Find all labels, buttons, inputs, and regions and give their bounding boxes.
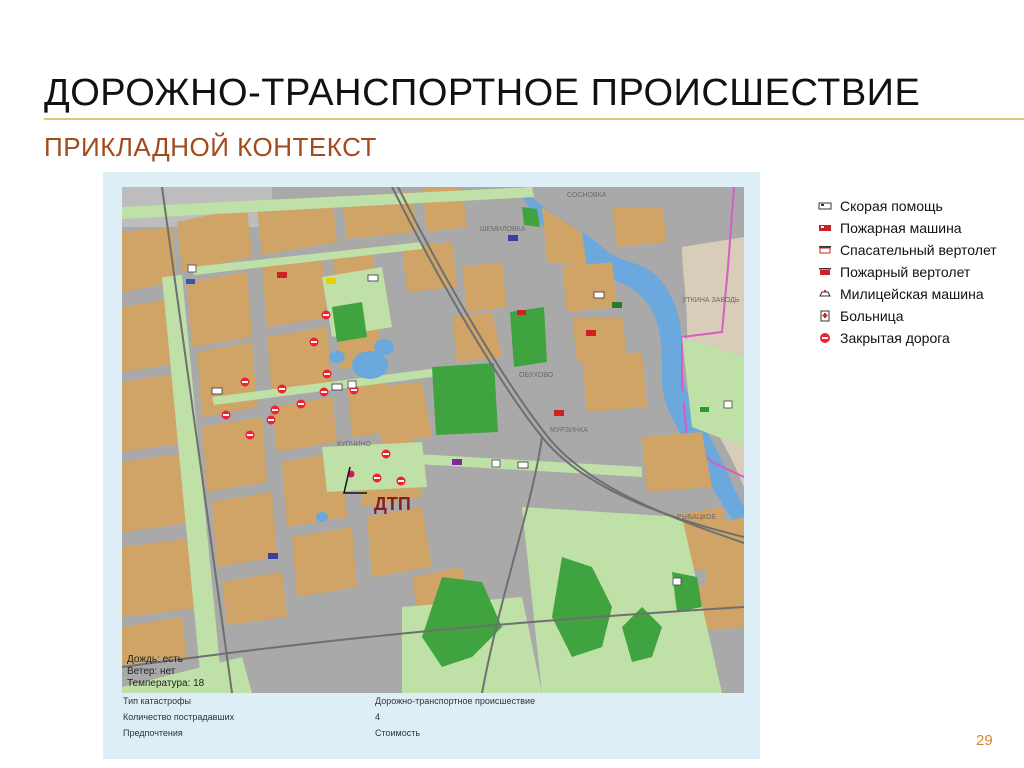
closed-road-icon xyxy=(320,388,329,397)
closed-road-icon xyxy=(246,431,255,440)
closed-road-icon xyxy=(323,370,332,379)
map-panel xyxy=(103,172,760,759)
legend-label: Пожарная машина xyxy=(840,220,962,236)
hospital-icon xyxy=(492,460,500,467)
closed-road-icon xyxy=(297,400,306,409)
place-label: ШЕМИЛОВКА xyxy=(480,226,526,233)
ambulance-icon xyxy=(368,275,378,281)
fire-truck-icon xyxy=(277,272,287,278)
fire-truck-icon xyxy=(818,222,832,234)
closed-road-icon xyxy=(222,411,231,420)
ambulance-icon xyxy=(518,462,528,468)
info-value: Дорожно-транспортное происшествие xyxy=(375,696,536,706)
police-car-icon xyxy=(700,407,709,412)
legend-label: Закрытая дорога xyxy=(840,330,950,346)
closed-road-icon xyxy=(322,311,331,320)
closed-road-icon xyxy=(382,450,391,459)
legend-item-ambulance xyxy=(818,195,997,217)
police-car-icon xyxy=(818,288,832,300)
ambulance-icon xyxy=(326,278,336,284)
place-label: СОСНОВКА xyxy=(567,192,607,199)
info-key: Предпочтения xyxy=(123,728,183,738)
place-label: УТКИНА ЗАВОДЬ xyxy=(682,297,740,304)
ambulance-icon xyxy=(212,388,222,394)
legend-label: Спасательный вертолет xyxy=(840,242,997,258)
rescue-helicopter-icon xyxy=(818,244,832,256)
page-title: ДОРОЖНО-ТРАНСПОРТНОЕ ПРОИСШЕСТВИЕ xyxy=(44,72,921,114)
closed-road-icon xyxy=(267,416,276,425)
legend-item-fire-helicopter xyxy=(818,261,997,283)
hospital-icon xyxy=(818,310,832,322)
legend-item-fire-truck xyxy=(818,217,997,239)
hospital-icon xyxy=(348,381,356,388)
info-row xyxy=(123,696,743,712)
place-label: КУПЧИНО xyxy=(337,441,371,448)
place-label: ОБУХОВО xyxy=(519,372,554,379)
page-subtitle: ПРИКЛАДНОЙ КОНТЕКСТ xyxy=(44,132,377,162)
legend-item-police-car xyxy=(818,283,997,305)
fire-helicopter-icon xyxy=(818,266,832,278)
fire-helicopter-icon xyxy=(554,410,564,416)
police-car-icon xyxy=(186,279,195,284)
info-key: Тип катастрофы xyxy=(123,696,191,706)
hospital-icon xyxy=(673,578,681,585)
legend-label: Больница xyxy=(840,308,904,324)
map-legend xyxy=(818,195,997,349)
hospital-icon xyxy=(188,265,196,272)
closed-road-icon xyxy=(373,474,382,483)
police-car-icon xyxy=(517,310,526,315)
info-value: Стоимость xyxy=(375,728,421,738)
closed-road-icon xyxy=(310,338,319,347)
title-divider xyxy=(44,118,1024,120)
place-label: МУРЗИНКА xyxy=(550,427,588,434)
weather-wind: Ветер: нет xyxy=(127,666,176,677)
legend-label: Скорая помощь xyxy=(840,198,943,214)
legend-label: Пожарный вертолет xyxy=(840,264,971,280)
ambulance-icon xyxy=(594,292,604,298)
fire-truck-icon xyxy=(268,553,278,559)
closed-road-icon xyxy=(397,477,406,486)
closed-road-icon xyxy=(241,378,250,387)
fire-truck-icon xyxy=(612,302,622,308)
legend-item-rescue-helicopter xyxy=(818,239,997,261)
ambulance-icon xyxy=(332,384,342,390)
fire-truck-icon xyxy=(452,459,462,465)
fire-truck-icon xyxy=(508,235,518,241)
place-label: РЫБАЦКОЕ xyxy=(677,514,717,521)
incident-label: ДТП xyxy=(374,494,411,514)
closed-road-icon xyxy=(818,332,832,344)
ambulance-icon xyxy=(818,200,832,212)
closed-road-icon xyxy=(271,406,280,415)
weather-rain: Дождь: есть xyxy=(127,654,183,665)
info-row xyxy=(123,712,743,728)
hospital-icon xyxy=(724,401,732,408)
page-number: 29 xyxy=(976,732,993,749)
weather-panel xyxy=(127,654,204,690)
info-key: Количество пострадавших xyxy=(123,712,235,722)
legend-item-hospital xyxy=(818,305,997,327)
info-value: 4 xyxy=(375,712,381,722)
incident-info-table xyxy=(123,696,743,744)
fire-truck-icon xyxy=(586,330,596,336)
info-row xyxy=(123,728,743,744)
legend-item-closed-road xyxy=(818,327,997,349)
closed-road-icon xyxy=(278,385,287,394)
city-map[interactable] xyxy=(122,187,744,693)
weather-temperature: Температура: 18 xyxy=(127,678,205,689)
legend-label: Милицейская машина xyxy=(840,286,984,302)
